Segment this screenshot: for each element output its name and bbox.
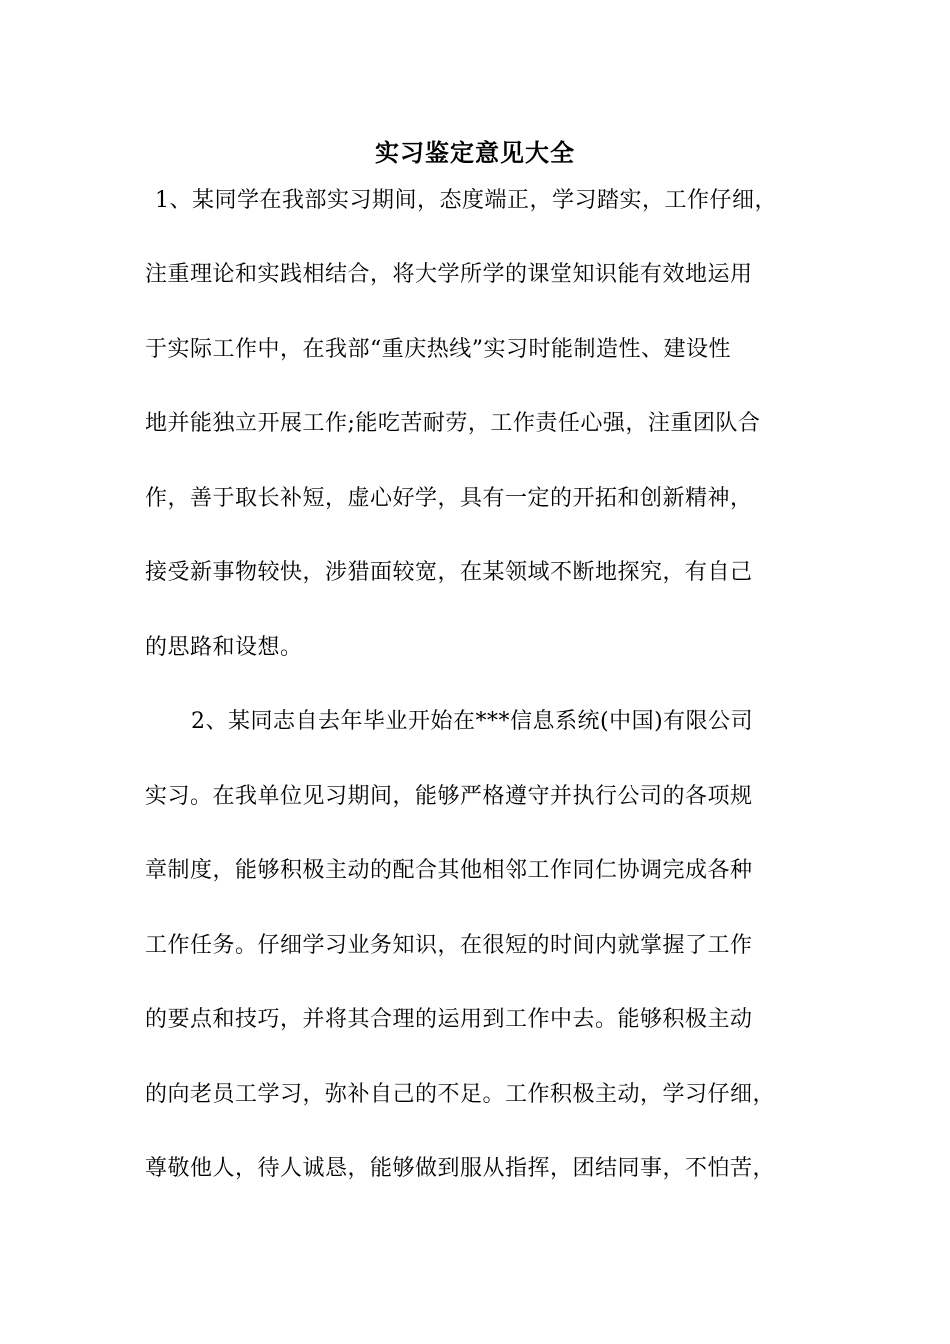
paragraph-1-line-3: 于实际工作中，在我部“重庆热线”实习时能制造性、建设性 [145,337,731,362]
paragraph-1-line-4: 地并能独立开展工作;能吃苦耐劳，工作责任心强，注重团队合 [145,411,761,436]
paragraph-2-line-6: 的向老员工学习，弥补自己的不足。工作积极主动，学习仔细， [145,1082,776,1107]
paragraph-2-line-7: 尊敬他人，待人诚恳，能够做到服从指挥，团结同事，不怕苦， [145,1156,776,1181]
paragraph-1-line-2: 注重理论和实践相结合，将大学所学的课堂知识能有效地运用 [145,262,753,287]
paragraph-2-line-1: 2、某同志自去年毕业开始在***信息系统(中国)有限公司 [191,709,754,734]
paragraph-1-line-1: 1、某同学在我部实习期间，态度端正，学习踏实，工作仔细， [155,188,777,213]
document-title: 实习鉴定意见大全 [375,138,575,167]
paragraph-2-line-4: 工作任务。仔细学习业务知识，在很短的时间内就掌握了工作 [145,933,753,958]
paragraph-2-line-3: 章制度，能够积极主动的配合其他相邻工作同仁协调完成各种 [145,858,753,883]
paragraph-1-line-6: 接受新事物较快，涉猎面较宽，在某领域不断地探究，有自己 [145,560,753,585]
paragraph-1-line-7: 的思路和设想。 [145,635,303,660]
paragraph-1-line-5: 作，善于取长补短，虚心好学，具有一定的开拓和创新精神， [145,486,753,511]
paragraph-2-line-2: 实习。在我单位见习期间，能够严格遵守并执行公司的各项规 [145,784,753,809]
paragraph-2-line-5: 的要点和技巧，并将其合理的运用到工作中去。能够积极主动 [145,1007,753,1032]
